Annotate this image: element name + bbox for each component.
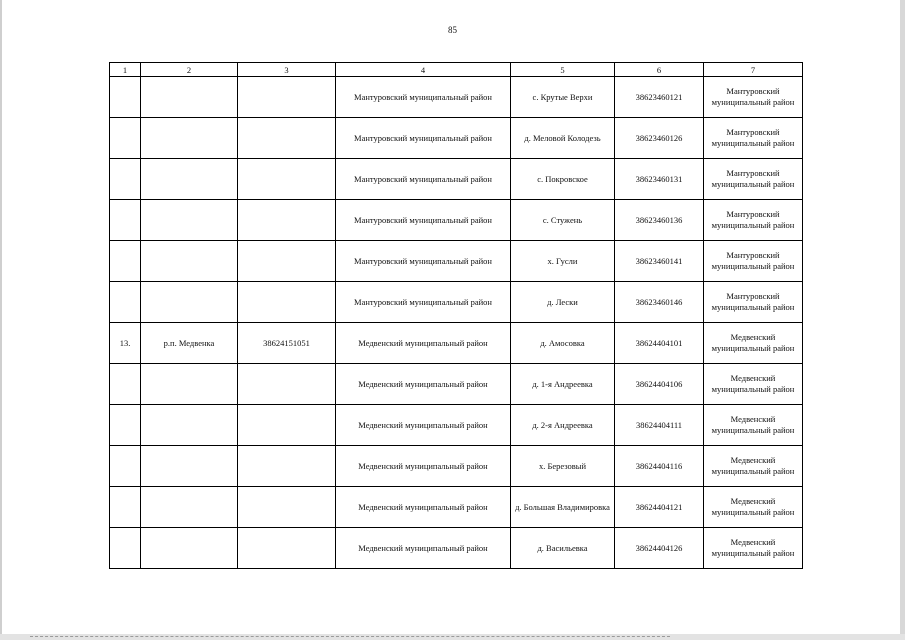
scan-edge-left — [0, 0, 2, 640]
oktmo-cell — [238, 77, 336, 118]
column-number-row — [110, 63, 803, 77]
row-number-cell — [110, 528, 141, 569]
locality-cell: с. Крутые Верхи — [511, 77, 615, 118]
row-number-cell — [110, 118, 141, 159]
row-number-cell — [110, 241, 141, 282]
code-cell: 38624404111 — [615, 405, 704, 446]
code-cell: 38624404121 — [615, 487, 704, 528]
page-number: 85 — [448, 25, 457, 35]
locality-cell: х. Гусли — [511, 241, 615, 282]
table-row — [110, 487, 803, 528]
scan-edge-right — [900, 0, 905, 640]
settlement-cell — [141, 200, 238, 241]
municipality-cell: Мантуровский муниципальный район — [704, 282, 803, 323]
code-cell: 38623460131 — [615, 159, 704, 200]
code-cell: 38623460141 — [615, 241, 704, 282]
code-cell: 38623460126 — [615, 118, 704, 159]
row-number-cell — [110, 446, 141, 487]
district-cell: Мантуровский муниципальный район — [336, 200, 511, 241]
district-cell: Мантуровский муниципальный район — [336, 159, 511, 200]
settlement-cell — [141, 77, 238, 118]
oktmo-cell — [238, 487, 336, 528]
district-cell: Мантуровский муниципальный район — [336, 282, 511, 323]
table-row — [110, 241, 803, 282]
settlement-cell — [141, 282, 238, 323]
row-number-cell — [110, 364, 141, 405]
settlement-cell — [141, 159, 238, 200]
municipality-cell: Медвенский муниципальный район — [704, 446, 803, 487]
district-cell: Медвенский муниципальный район — [336, 405, 511, 446]
table-row — [110, 200, 803, 241]
settlement-cell — [141, 241, 238, 282]
code-cell: 38623460136 — [615, 200, 704, 241]
locality-cell: д. 1-я Андреевка — [511, 364, 615, 405]
district-cell: Медвенский муниципальный район — [336, 364, 511, 405]
locality-cell: д. 2-я Андреевка — [511, 405, 615, 446]
row-number-cell — [110, 77, 141, 118]
table-row — [110, 364, 803, 405]
row-number-cell: 13. — [110, 323, 141, 364]
municipality-cell: Мантуровский муниципальный район — [704, 77, 803, 118]
table-row — [110, 282, 803, 323]
table-body — [110, 77, 803, 569]
row-number-cell — [110, 487, 141, 528]
row-number-cell — [110, 159, 141, 200]
column-number: 3 — [238, 63, 336, 77]
oktmo-cell — [238, 528, 336, 569]
row-number-cell — [110, 405, 141, 446]
code-cell: 38624404116 — [615, 446, 704, 487]
oktmo-cell — [238, 405, 336, 446]
municipality-cell: Медвенский муниципальный район — [704, 323, 803, 364]
locality-cell: с. Стужень — [511, 200, 615, 241]
table-row — [110, 159, 803, 200]
locality-cell: д. Большая Владимировка — [511, 487, 615, 528]
code-cell: 38624404101 — [615, 323, 704, 364]
settlement-cell — [141, 528, 238, 569]
district-cell: Мантуровский муниципальный район — [336, 118, 511, 159]
municipality-cell: Мантуровский муниципальный район — [704, 241, 803, 282]
municipality-cell: Медвенский муниципальный район — [704, 487, 803, 528]
municipality-cell: Мантуровский муниципальный район — [704, 200, 803, 241]
table-row — [110, 77, 803, 118]
locality-cell: д. Амосовка — [511, 323, 615, 364]
district-cell: Медвенский муниципальный район — [336, 446, 511, 487]
settlement-cell — [141, 364, 238, 405]
code-cell: 38623460121 — [615, 77, 704, 118]
settlements-table — [109, 62, 803, 569]
municipality-cell: Медвенский муниципальный район — [704, 364, 803, 405]
column-number: 1 — [110, 63, 141, 77]
scan-edge-bottom-line — [30, 636, 670, 638]
column-number: 5 — [511, 63, 615, 77]
column-number: 7 — [704, 63, 803, 77]
settlement-cell — [141, 446, 238, 487]
table-row — [110, 528, 803, 569]
table-row — [110, 323, 803, 364]
district-cell: Мантуровский муниципальный район — [336, 77, 511, 118]
settlement-cell — [141, 405, 238, 446]
table-row — [110, 446, 803, 487]
oktmo-cell — [238, 364, 336, 405]
locality-cell: д. Меловой Колодезь — [511, 118, 615, 159]
municipality-cell: Мантуровский муниципальный район — [704, 159, 803, 200]
column-number: 4 — [336, 63, 511, 77]
column-number: 6 — [615, 63, 704, 77]
table-row — [110, 118, 803, 159]
settlement-cell — [141, 118, 238, 159]
oktmo-cell — [238, 159, 336, 200]
locality-cell: д. Лески — [511, 282, 615, 323]
oktmo-cell — [238, 118, 336, 159]
oktmo-cell — [238, 282, 336, 323]
district-cell: Медвенский муниципальный район — [336, 528, 511, 569]
district-cell: Медвенский муниципальный район — [336, 487, 511, 528]
row-number-cell — [110, 200, 141, 241]
column-number: 2 — [141, 63, 238, 77]
code-cell: 38623460146 — [615, 282, 704, 323]
municipality-cell: Медвенский муниципальный район — [704, 528, 803, 569]
municipality-cell: Мантуровский муниципальный район — [704, 118, 803, 159]
oktmo-cell — [238, 200, 336, 241]
code-cell: 38624404106 — [615, 364, 704, 405]
oktmo-cell: 38624151051 — [238, 323, 336, 364]
code-cell: 38624404126 — [615, 528, 704, 569]
locality-cell: х. Березовый — [511, 446, 615, 487]
oktmo-cell — [238, 446, 336, 487]
district-cell: Медвенский муниципальный район — [336, 323, 511, 364]
settlement-cell — [141, 487, 238, 528]
locality-cell: д. Васильевка — [511, 528, 615, 569]
oktmo-cell — [238, 241, 336, 282]
municipality-cell: Медвенский муниципальный район — [704, 405, 803, 446]
settlement-cell: р.п. Медвенка — [141, 323, 238, 364]
locality-cell: с. Покровское — [511, 159, 615, 200]
district-cell: Мантуровский муниципальный район — [336, 241, 511, 282]
table-row — [110, 405, 803, 446]
row-number-cell — [110, 282, 141, 323]
